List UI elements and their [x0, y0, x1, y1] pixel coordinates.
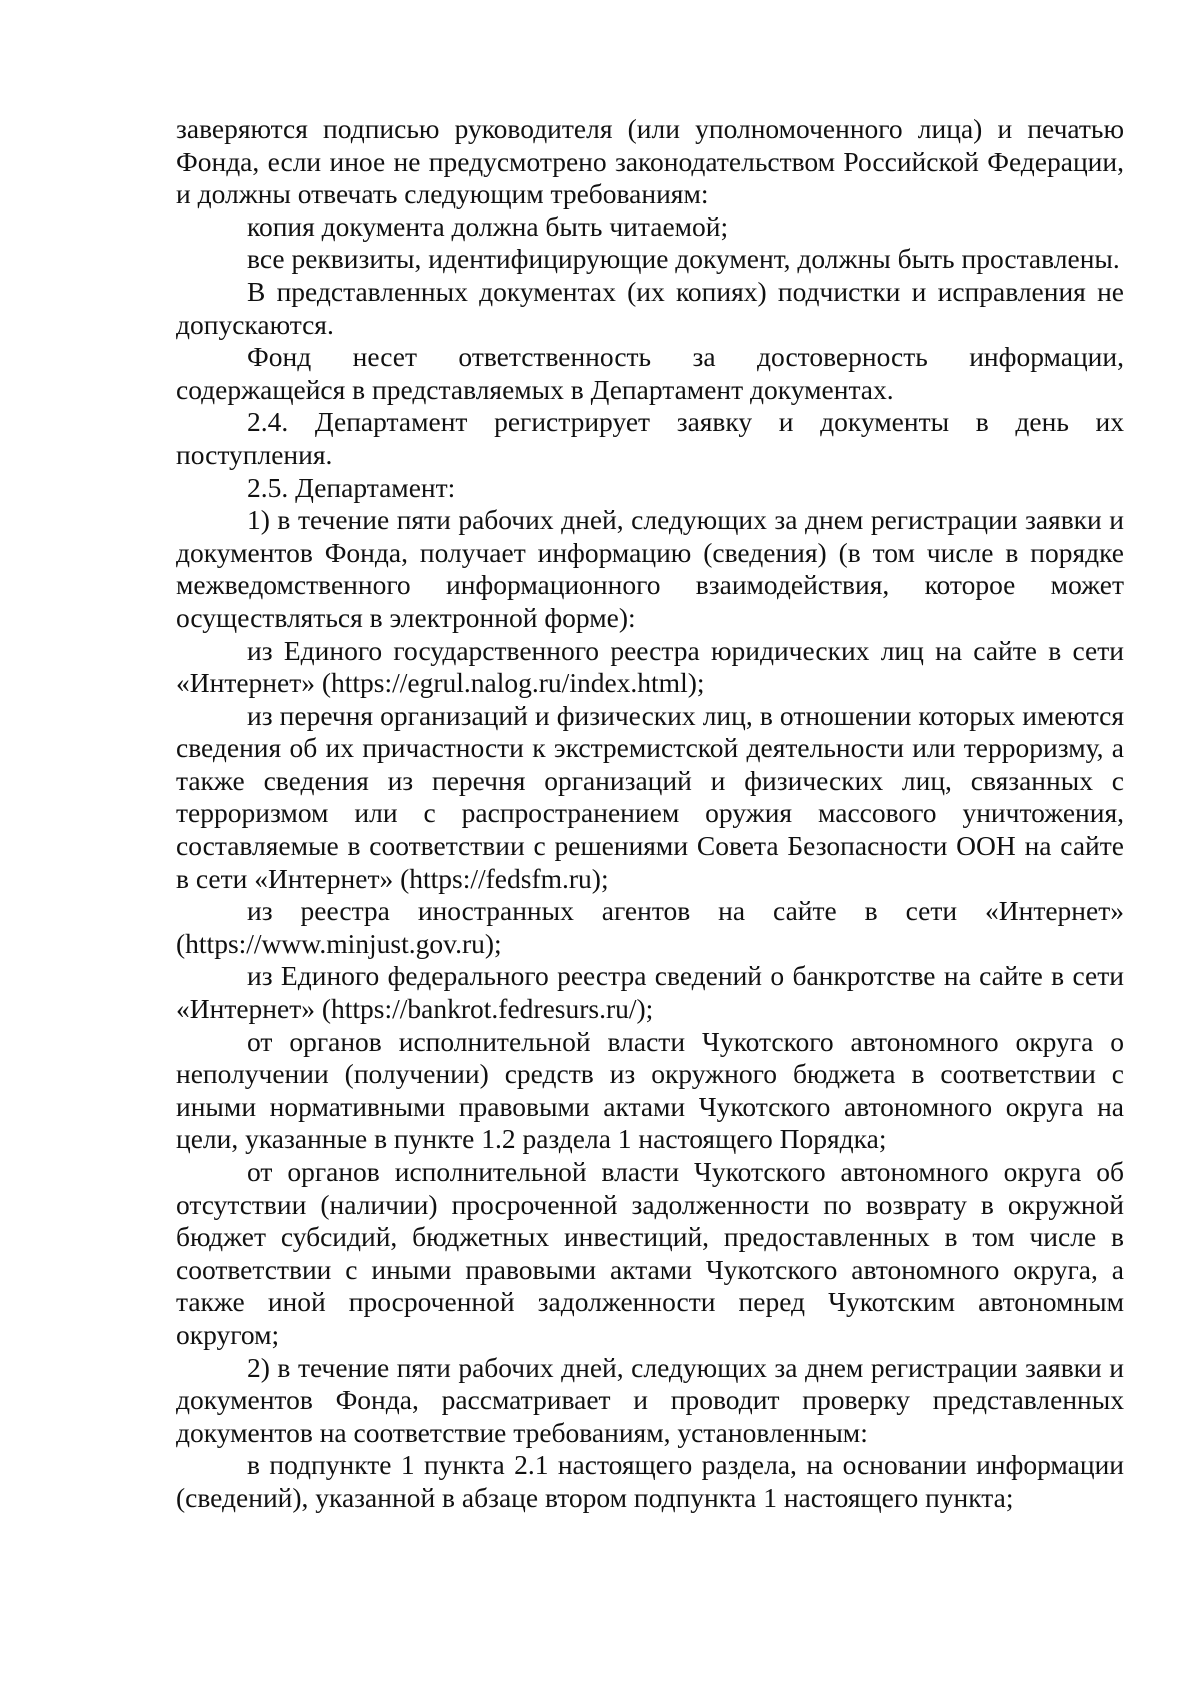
paragraph: 2.4. Департамент регистрирует заявку и документы в день их поступления.	[176, 406, 1124, 470]
paragraph: из Единого федерального реестра сведений о банкротстве на сайте в сети «Интернет» (https://bankrot.fedresurs.ru/);	[176, 960, 1124, 1025]
paragraph: от органов исполнительной власти Чукотского автономного округа об отсутствии (наличии) просроченной задолженности по возврату в окружной бюджет субсидий, бюджетных инвестиций, предоставленных в том числе в соответствии с иными правовыми актами Чукотского автономного округа, а также иной просроченной задолженности перед Чукотским автономным округом;	[176, 1156, 1124, 1350]
paragraph: из реестра иностранных агентов на сайте в сети «Интернет» (https://www.minjust.gov.ru);	[176, 895, 1124, 959]
paragraph: 1) в течение пяти рабочих дней, следующих за днем регистрации заявки и документов Фонда, получает информацию (сведения) (в том числе в порядке межведомственного информационного взаимодействия, которое может осуществляться в электронной форме):	[176, 504, 1124, 633]
paragraph: копия документа должна быть читаемой;	[247, 210, 729, 242]
paragraph: В представленных документах (их копиях) подчистки и исправления не допускаются.	[176, 275, 1124, 340]
paragraph: все реквизиты, идентифицирующие документ, должны быть проставлены.	[247, 243, 1120, 275]
paragraph: 2) в течение пяти рабочих дней, следующих за днем регистрации заявки и документов Фонда, рассматривает и проводит проверку представленных документов на соответствие требованиям, установленным:	[176, 1351, 1124, 1448]
paragraph: из Единого государственного реестра юридических лиц на сайте в сети «Интернет» (https://egrul.nalog.ru/index.html);	[176, 634, 1124, 699]
paragraph: Фонд несет ответственность за достоверность информации, содержащейся в представляемых в Департамент документах.	[176, 341, 1124, 405]
paragraph: в подпункте 1 пункта 2.1 настоящего раздела, на основании информации (сведений), указанной в абзаце втором подпункта 1 настоящего пункта;	[176, 1449, 1124, 1513]
paragraph: из перечня организаций и физических лиц, в отношении которых имеются сведения об их причастности к экстремистской деятельности или терроризму, а также сведения из перечня организаций и физических лиц, связанных с терроризмом или с распространением оружия массового уничтожения, составляемые в соответствии с решениями Совета Безопасности ООН на сайте в сети «Интернет» (https://fedsfm.ru);	[176, 699, 1124, 894]
paragraph: от органов исполнительной власти Чукотского автономного округа о неполучении (получении) средств из окружного бюджета в соответствии с иными нормативными правовыми актами Чукотского автономного округа на цели, указанные в пункте 1.2 раздела 1 настоящего Порядка;	[176, 1025, 1124, 1155]
paragraph: заверяются подписью руководителя (или уполномоченного лица) и печатью Фонда, если иное не предусмотрено законодательством Российской Федерации, и должны отвечать следующим требованиям:	[176, 113, 1124, 210]
document-body	[176, 113, 1124, 1515]
paragraph: 2.5. Департамент:	[247, 471, 456, 503]
